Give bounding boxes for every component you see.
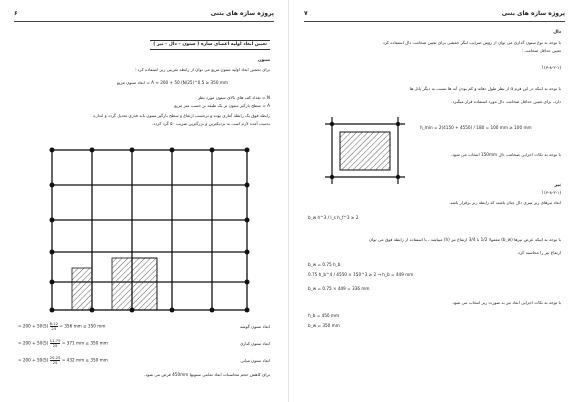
right-page-header [304, 10, 565, 22]
intro-line-3: N = تعداد کف های بالای ستون مورد نظر [197, 95, 270, 100]
formula-corner-label: ابعاد ستون گوشه [239, 324, 270, 329]
section-title: تعیین ابعاد اولیه اعضای سازه ( ستون – دال – تیر ) [150, 40, 270, 50]
formula-edge-expr: = 200 + 50(5) [18, 340, 49, 346]
beam-line-6: 0.75 h_b^4 / 4550 × 150^3 ≥ 2 → h_b = 449 mm [308, 272, 414, 277]
formula-edge [18, 339, 108, 348]
beam-line-1: ابعاد تیرهای زیر سری دال چنان باشند که رابطه زیر برقرار باشد. [448, 200, 561, 205]
right-page [290, 0, 579, 402]
slab-line-2: تعیین حداقل ضخامت : [521, 48, 561, 53]
intro-line-5: رابطه فوق یک رابطه آماری بوده و برحسب ارتفاع و سطح بارگیر ستون باید قدری تعدیل گردد و اندازه [93, 113, 270, 118]
formula-corner [18, 322, 105, 331]
beam-line-10: b_w = 350 mm [308, 323, 340, 328]
slab-line-5: دارد، برای تعیین حداقل ضخامت دال مورد استفاده قرار میگیرد. [451, 99, 561, 104]
intro-line-6: بدست آمده لازم است به نزدیکترین و بزرگترین ضریب ۵۰ گرد کردد. [152, 121, 270, 126]
formula-corner-num: 6.12 [49, 321, 59, 326]
intro-line-1: برای تخمین ابعاد اولیه ستون مربع می توان از رابطه تقریبی زیر استفاده کرد : [134, 67, 270, 72]
beam-title: تیر [554, 183, 561, 188]
beam-line-8: با توجه به نکات اجرایی ابعاد تیر به صورت زیر انتخاب می شود. [451, 300, 561, 305]
formula-corner-result: = 356 mm ≥ 350 mm [59, 323, 106, 329]
formula-corner-den: 25 [51, 326, 57, 331]
slab-line-4: با توجه به اینکه در این فرم α از نظر طول دهانه و کم بودن آنه ها نسبت به دیگر پانل ها [409, 86, 561, 91]
beam-line-7: b_w = 0.75 × 449 = 336 mm [308, 286, 370, 291]
beam-ref: (۳-۸-۲-۱) آ [541, 190, 561, 195]
intro-line-4: A = سطح بارگیر ستون بر یک طبقه بر حسب متر مربع [174, 103, 270, 108]
formula-edge-result: = 371 mm ≥ 350 mm [61, 340, 108, 346]
formula-interior-den: 25 [52, 360, 58, 365]
left-header-title: پروژه سازه های بتنی [210, 10, 274, 17]
intro-line-2: A ≈ 200 + 50 (N/25)^0.5 ≥ 350 mm = ابعاد ستون مربع [116, 80, 228, 85]
slab-line-1: با توجه به نوع ستون گذاری می توان از روش ضرایب لنگر خمشی برای تعیین ضخامت دال استفاده کرد [382, 40, 561, 45]
beam-line-2: b_w h^3 / l_s h_f^3 ≥ 2 [308, 215, 359, 220]
formula-edge-num: 11.75 [49, 338, 61, 343]
slab-panel-figure [320, 112, 410, 187]
left-footer-line: برای کاهش حجم محاسبات ابعاد تمامی ستونها 450mm فرض می شود. [144, 372, 270, 377]
formula-interior-num: 20.25 [49, 355, 61, 360]
formula-interior [18, 356, 108, 365]
formula-edge-den: 25 [52, 343, 58, 348]
left-page-header [14, 10, 274, 22]
slab-title: دال [553, 30, 561, 35]
left-page-number: ۶ [14, 10, 18, 17]
slab-line-3: (۳-۸-۲-۱) آ [541, 65, 561, 70]
right-header-title: پروژه سازه های بتنی [501, 10, 565, 17]
formula-edge-label: ابعاد ستون کناری [240, 341, 270, 346]
beam-line-5: b_w = 0.75 h_b [308, 262, 341, 267]
formula-interior-expr: = 200 + 50(5) [18, 357, 49, 363]
formula-interior-label: ابعاد ستون میانی [240, 358, 270, 363]
subsection-column: ستون [257, 57, 270, 62]
formula-interior-result: = 432 mm ≥ 350 mm [61, 357, 108, 363]
right-page-number: ۷ [304, 10, 308, 17]
left-page [0, 0, 289, 402]
beam-line-3: با توجه به اینکه عرض تیرها (b_w) معمولا 1/2 تا 3/4 ارتفاع تیر (h) میباشد ، با استفاده از رابطه فوق می توان [369, 237, 561, 242]
beam-line-9: h_b = 450 mm [308, 313, 340, 318]
slab-conclusion: با توجه به نکات اجرایی ضخامت دال 150mm انتخاب می شود. [450, 152, 561, 157]
formula-corner-expr: = 200 + 50(5) [18, 323, 49, 329]
column-layout-plan [42, 140, 257, 315]
hmin-expression: h_min = 2(4150 + 4550) / 180 = 100 mm ≥ 100 mm [420, 125, 532, 130]
beam-line-4: ارتفاع تیر را محاسبه کرد. [516, 250, 561, 255]
